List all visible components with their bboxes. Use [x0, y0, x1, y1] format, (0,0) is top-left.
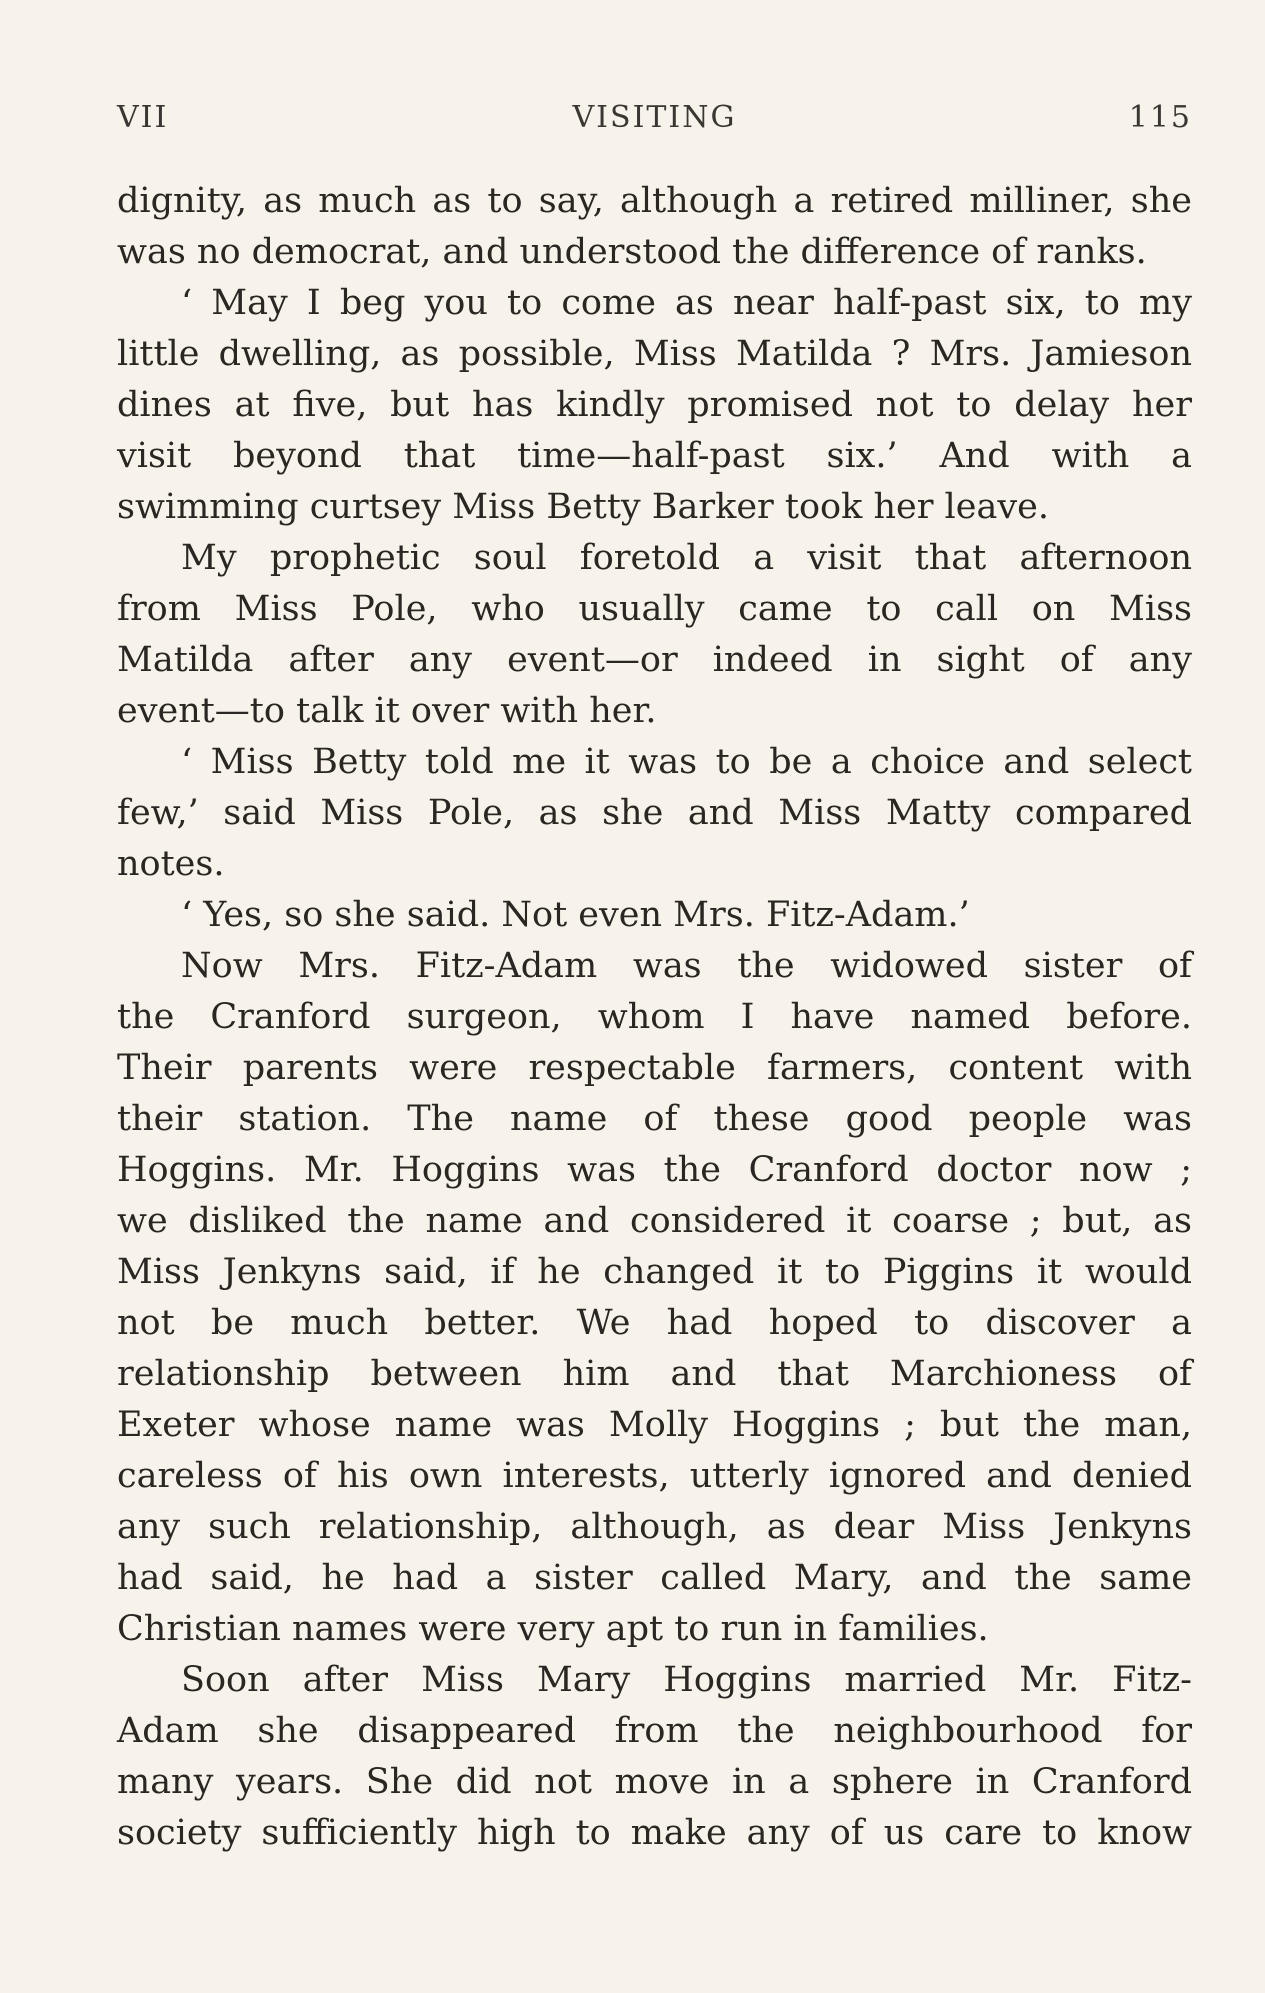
- page-number: 115: [1128, 100, 1192, 135]
- text-line: the Cranford surgeon, whom I have named before.: [117, 997, 1192, 1037]
- text-line: ‘ May I beg you to come as near half-past six, to my: [181, 283, 1192, 323]
- text-line: society sufficiently high to make any of us care to know: [117, 1813, 1192, 1853]
- text-line: not be much better. We had hoped to discover a: [117, 1303, 1192, 1343]
- text-line: ‘ Miss Betty told me it was to be a choice and select: [181, 742, 1192, 782]
- text-line: few,’ said Miss Pole, as she and Miss Matty compared: [117, 793, 1192, 833]
- text-line: many years. She did not move in a sphere in Cranford: [117, 1762, 1192, 1802]
- text-line: ‘ Yes, so she said. Not even Mrs. Fitz-Adam.’: [181, 895, 970, 935]
- text-line: dines at five, but has kindly promised not to delay her: [117, 385, 1192, 425]
- text-line: from Miss Pole, who usually came to call on Miss: [117, 589, 1192, 629]
- text-line: was no democrat, and understood the difference of ranks.: [117, 232, 1147, 272]
- text-line: Now Mrs. Fitz-Adam was the widowed sister of: [181, 946, 1192, 986]
- running-head: [117, 100, 1192, 140]
- text-line: had said, he had a sister called Mary, and the same: [117, 1558, 1192, 1598]
- text-line: their station. The name of these good people was: [117, 1099, 1192, 1139]
- text-line: event—to talk it over with her.: [117, 691, 657, 731]
- text-line: relationship between him and that Marchioness of: [117, 1354, 1192, 1394]
- text-line: My prophetic soul foretold a visit that afternoon: [181, 538, 1192, 578]
- text-line: dignity, as much as to say, although a retired milliner, she: [117, 181, 1192, 221]
- text-line: notes.: [117, 844, 225, 884]
- text-line: Exeter whose name was Molly Hoggins ; but the man,: [117, 1405, 1192, 1445]
- text-line: Hoggins. Mr. Hoggins was the Cranford doctor now ;: [117, 1150, 1192, 1190]
- text-line: Soon after Miss Mary Hoggins married Mr. Fitz-: [181, 1660, 1192, 1700]
- text-line: careless of his own interests, utterly ignored and denied: [117, 1456, 1192, 1496]
- chapter-title: VISITING: [572, 100, 737, 135]
- text-line: little dwelling, as possible, Miss Matilda ? Mrs. Jamieson: [117, 334, 1192, 374]
- text-line: Miss Jenkyns said, if he changed it to Piggins it would: [117, 1252, 1192, 1292]
- text-line: Their parents were respectable farmers, content with: [117, 1048, 1192, 1088]
- text-line: Matilda after any event—or indeed in sight of any: [117, 640, 1192, 680]
- chapter-number: VII: [117, 100, 169, 135]
- text-line: swimming curtsey Miss Betty Barker took her leave.: [117, 487, 1049, 527]
- text-line: any such relationship, although, as dear Miss Jenkyns: [117, 1507, 1192, 1547]
- body-text: [117, 176, 1192, 1859]
- text-line: visit beyond that time—half-past six.’ And with a: [117, 436, 1192, 476]
- text-line: Christian names were very apt to run in families.: [117, 1609, 989, 1649]
- text-line: Adam she disappeared from the neighbourhood for: [117, 1711, 1192, 1751]
- text-line: we disliked the name and considered it coarse ; but, as: [117, 1201, 1192, 1241]
